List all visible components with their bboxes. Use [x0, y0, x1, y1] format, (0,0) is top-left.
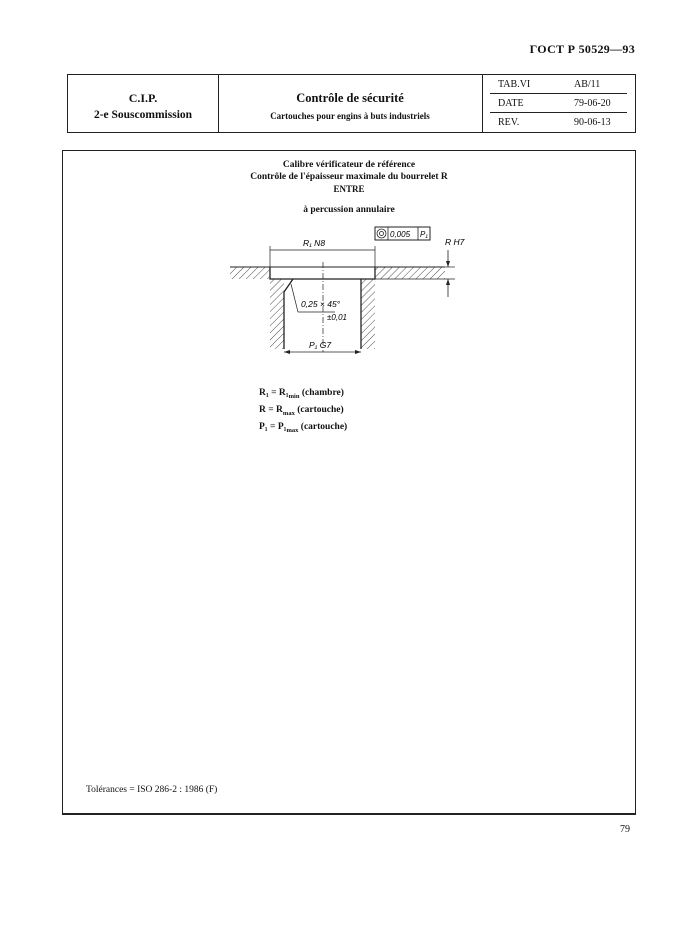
concentricity-icon [377, 229, 386, 238]
meta-value: 79-06-20 [574, 98, 611, 109]
header-table [67, 74, 636, 133]
organization-name: C.I.P. [128, 91, 158, 105]
standard-number: ГОСТ Р 50529—93 [529, 42, 635, 56]
content-bottom-rule [62, 813, 636, 815]
r-dimension: R H7 [445, 237, 465, 247]
meta-value: 90-06-13 [574, 117, 611, 128]
gauge-drawing [225, 222, 485, 362]
title-cell [218, 75, 483, 132]
figure-heading: ENTRE [333, 184, 365, 194]
meta-row-rev [482, 113, 635, 132]
p1-dimension: P₁ G7 [309, 340, 332, 350]
meta-row-tab [482, 75, 635, 94]
document-title: Contrôle de sécurité [296, 91, 404, 105]
document-subtitle: Cartouches pour engins à buts industriels [270, 111, 430, 121]
subcommission-name: 2-e Souscommission [93, 109, 193, 121]
figure-heading: Contrôle de l'épaisseur maximale du bourrelet R [250, 172, 448, 182]
meta-cell [482, 75, 635, 132]
chamfer-dimension: 0,25 × 45° [301, 299, 341, 309]
meta-key: REV. [498, 117, 520, 128]
meta-key: TAB.VI [498, 79, 531, 90]
formula-line: $P_1 = P_1_{max}$ (cartouche) [259, 422, 348, 434]
page-number: 79 [620, 824, 630, 835]
tolerances-note: Tolérances = ISO 286-2 : 1986 (F) [86, 785, 218, 795]
figure-heading: à percussion annulaire [303, 205, 395, 215]
tolerance-reference: P₁ [420, 230, 428, 239]
meta-key: DATE [498, 98, 524, 109]
formula-line: $R = R_{max}$ (cartouche) [259, 405, 344, 417]
figure-heading: Calibre vérificateur de référence [282, 160, 416, 170]
meta-row-date [482, 94, 635, 113]
formula-line: $R_1 = R_1_{min}$ (chambre) [259, 388, 344, 400]
r1-dimension: R₁ N8 [303, 238, 326, 248]
meta-value: AB/11 [574, 79, 601, 90]
tolerance-value: 0,005 [390, 230, 411, 239]
chamfer-tolerance: ±0,01 [327, 313, 347, 322]
organization-cell [68, 75, 219, 132]
